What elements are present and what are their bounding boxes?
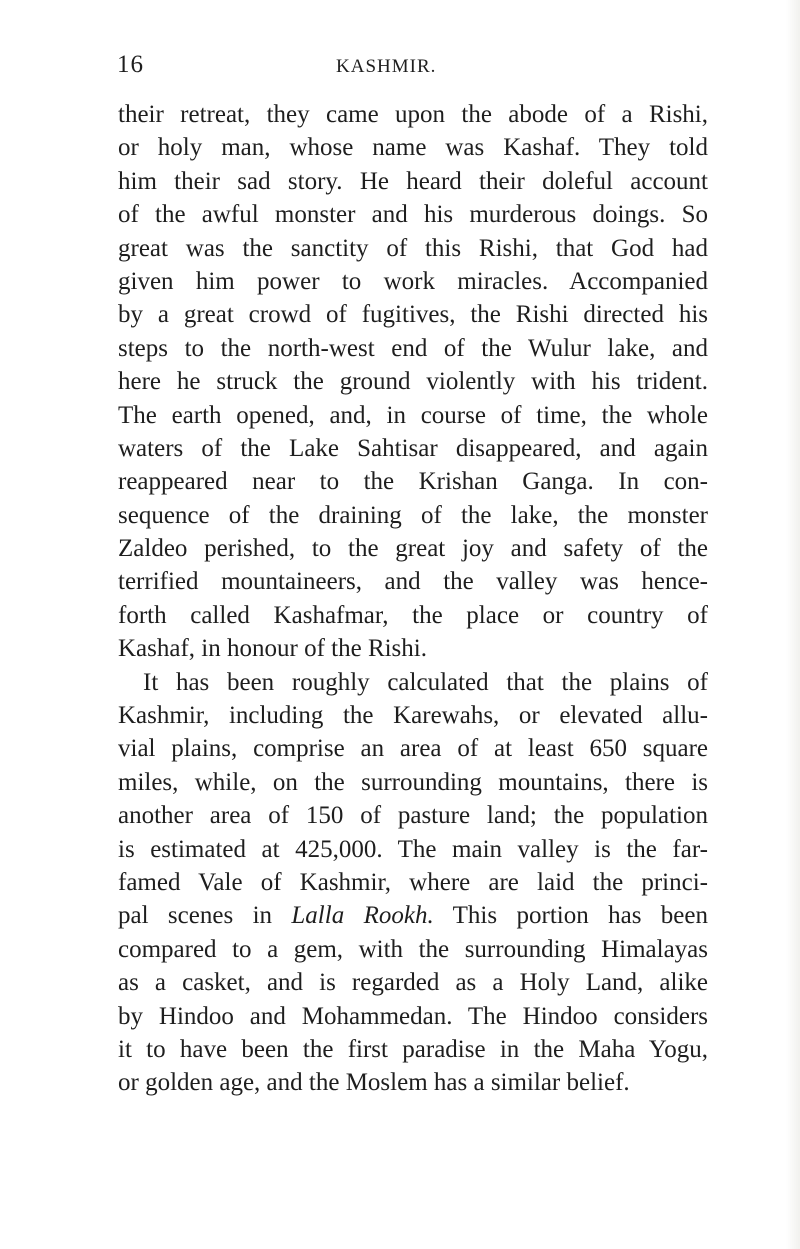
text-line-paragraph-end: Kashaf, in honour of the Rishi.: [118, 635, 427, 663]
text-segment: pal scenes in: [118, 902, 292, 930]
text-line: is estimated at 425,000. The main valley is the far-: [118, 835, 708, 863]
text-segment: This portion has been: [433, 902, 709, 930]
text-line: vial plains, comprise an area of at least 650 square: [118, 735, 708, 763]
text-line: here he struck the ground violently with his trident.: [118, 368, 708, 396]
text-line: by Hindoo and Mohammedan. The Hindoo considers: [118, 1002, 708, 1030]
text-line: The earth opened, and, in course of time, the whole: [118, 401, 708, 429]
text-line: another area of 150 of pasture land; the population: [118, 802, 708, 830]
running-head: [117, 50, 707, 90]
text-line: it to have been the first paradise in the Maha Yogu,: [118, 1035, 708, 1063]
text-line: by a great crowd of fugitives, the Rishi directed his: [118, 301, 708, 329]
text-line: him their sad story. He heard their doleful account: [118, 167, 708, 195]
text-line: Zaldeo perished, to the great joy and safety of the: [118, 535, 708, 563]
text-line: of the awful monster and his murderous doings. So: [118, 201, 708, 229]
text-line: reappeared near to the Krishan Ganga. In con-: [118, 468, 708, 496]
text-line: steps to the north-west end of the Wulur lake, and: [118, 334, 708, 362]
text-line: Kashmir, including the Karewahs, or elevated allu-: [118, 702, 708, 730]
text-line: sequence of the draining of the lake, the monster: [118, 501, 708, 529]
text-line-paragraph-end: or golden age, and the Moslem has a similar belief.: [118, 1069, 630, 1097]
text-line: waters of the Lake Sahtisar disappeared, and again: [118, 434, 708, 462]
text-line-paragraph-start: It has been roughly calculated that the plains of: [143, 668, 708, 696]
body-text: [118, 98, 708, 1100]
text-line: miles, while, on the surrounding mountains, there is: [118, 768, 708, 796]
page-edge-shadow: [786, 0, 800, 1249]
text-line: given him power to work miracles. Accompanied: [118, 267, 708, 295]
text-line: their retreat, they came upon the abode of a Rishi,: [118, 101, 708, 128]
text-line: great was the sanctity of this Rishi, that God had: [118, 234, 708, 262]
text-line: as a casket, and is regarded as a Holy Land, alike: [118, 969, 708, 997]
page-number: 16: [117, 51, 144, 78]
text-line: famed Vale of Kashmir, where are laid the princi-: [118, 868, 708, 896]
text-line: compared to a gem, with the surrounding Himalayas: [118, 935, 708, 963]
text-line: forth called Kashafmar, the place or country of: [118, 601, 708, 629]
text-line-with-title: [118, 899, 708, 932]
italic-book-title: Lalla Rookh.: [291, 902, 434, 930]
running-title: KASHMIR.: [336, 56, 437, 77]
text-line: terrified mountaineers, and the valley was hence-: [118, 568, 708, 596]
text-line: or holy man, whose name was Kashaf. They told: [118, 134, 708, 162]
